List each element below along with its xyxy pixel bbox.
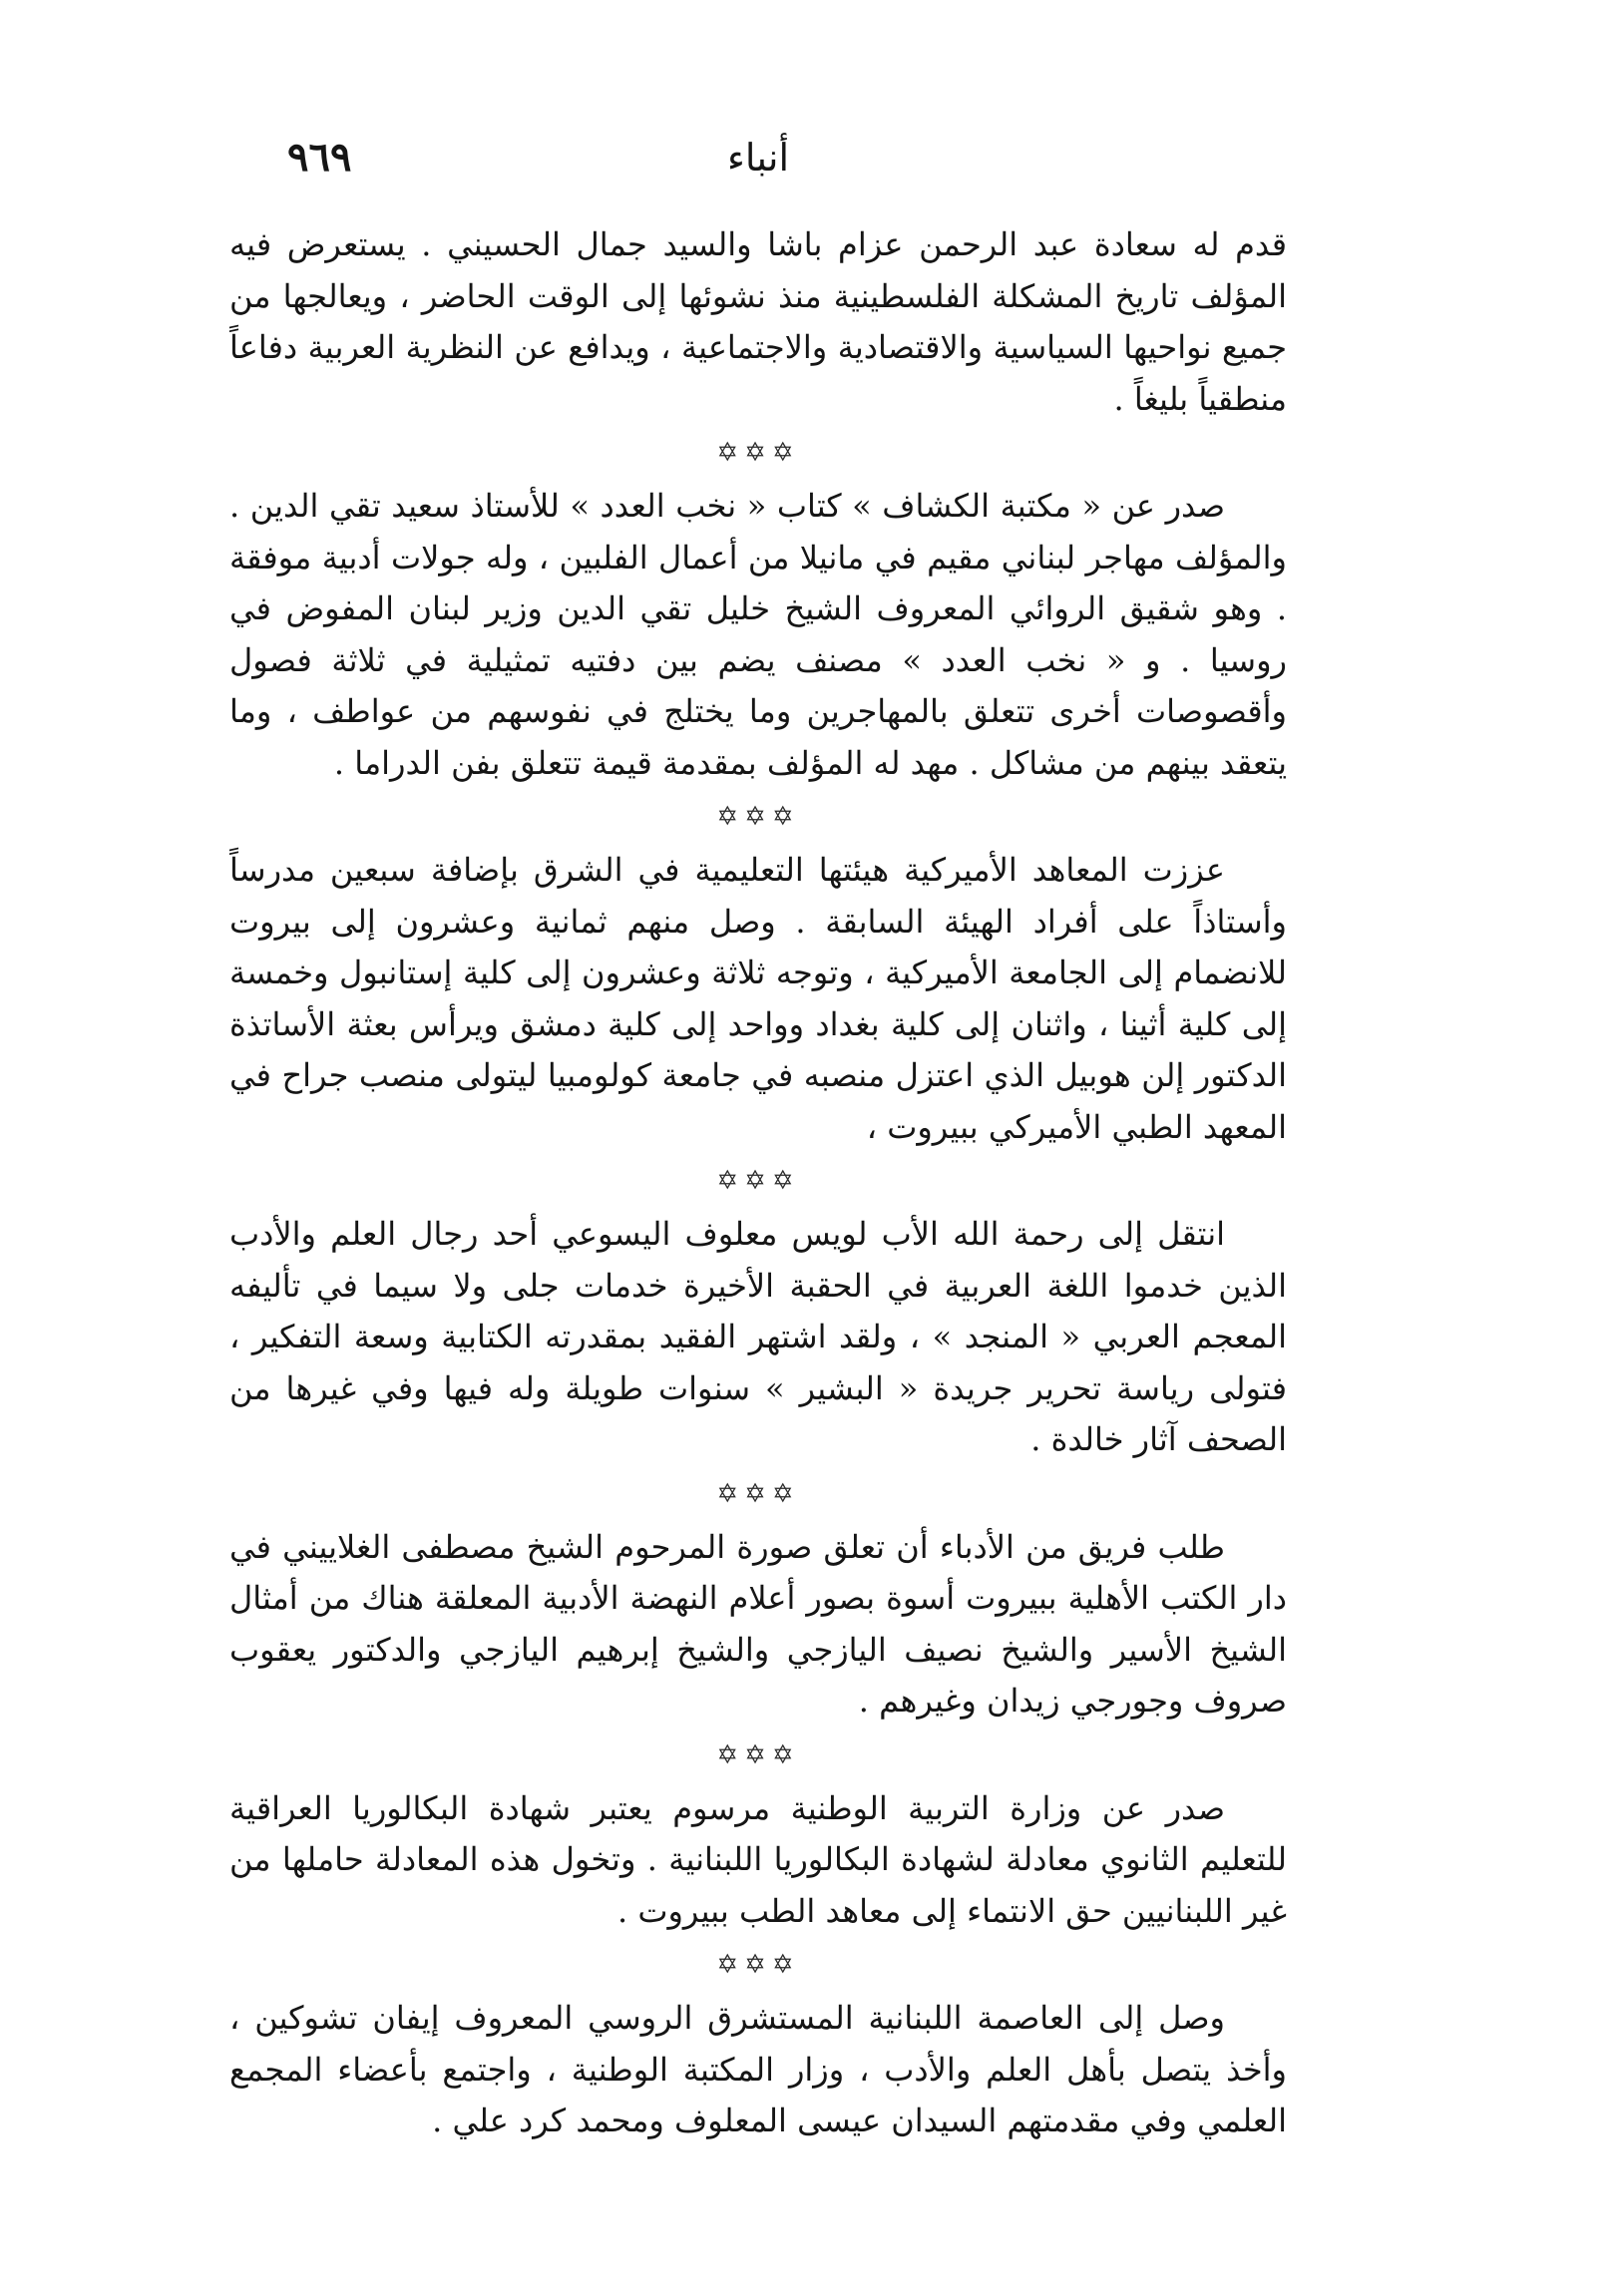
section-separator: ✡✡✡ xyxy=(716,438,800,468)
news-item-3: عززت المعاهد الأميركية هيئتها التعليمية في الشرق بإضافة سبعين مدرساً وأستاذاً على أفراد الهيئة السابقة . وصل منهم ثمانية وعشرون إلى بيروت للانضمام إلى الجامعة الأميركية ، وتوجه ثلاثة وعشرون إلى كلية إستانبول وخمسة إلى كلية أثينا ، واثنان إلى كلية بغداد وواحد إلى كلية دمشق ويرأس بعثة الأساتذة الدكتور إلن هوبيل الذي اعتزل منصبه في جامعة كولومبيا ليتولى منصب جراح في المعهد الطبي الأميركي ببيروت ، xyxy=(229,851,1288,1146)
page-header xyxy=(229,128,1287,188)
news-item-5: طلب فريق من الأدباء أن تعلق صورة المرحوم الشيخ مصطفى الغلاييني في دار الكتب الأهلية ببيروت أسوة بصور أعلام النهضة الأدبية المعلقة هناك من أمثال الشيخ الأسير والشيخ نصيف اليازجي والشيخ إبرهيم اليازجي والدكتور يعقوب صروف وجورجي زيدان وغيرهم . xyxy=(229,1527,1287,1720)
news-item-1: قدم له سعادة عبد الرحمن عزام باشا والسيد جمال الحسيني . يستعرض فيه المؤلف تاريخ المشكلة الفلسطينية منذ نشوئها إلى الوقت الحاضر ، ويعالجها من جميع نواحيها السياسية والاقتصادية والاجتماعية ، ويدافع عن النظرية العربية دفاعاً منطقياً بليغاً . xyxy=(229,225,1287,418)
page-body xyxy=(229,219,1287,2147)
page-number: ٩٦٩ xyxy=(287,134,352,181)
news-item-4: انتقل إلى رحمة الله الأب لويس معلوف اليسوعي أحد رجال العلم والأدب الذين خدموا اللغة العربية في الحقبة الأخيرة خدمات جلى ولا سيما في تأليفه المعجم العربي « المنجد » ، ولقد اشتهر الفقيد بمقدرته الكتابية وسعة التفكير ، فتولى رياسة تحرير جريدة « البشير » سنوات طويلة وله فيها وفي غيرها من الصحف آثار خالدة . xyxy=(229,1215,1287,1458)
section-separator: ✡✡✡ xyxy=(716,1166,800,1196)
news-item-6: صدر عن وزارة التربية الوطنية مرسوم يعتبر شهادة البكالوريا العراقية للتعليم الثانوي معادلة لشهادة البكالوريا اللبنانية . وتخول هذه المعادلة حاملها من غير اللبنانيين حق الانتماء إلى معاهد الطب ببيروت . xyxy=(229,1788,1287,1930)
news-item-2: صدر عن « مكتبة الكشاف » كتاب « نخب العدد » للأستاذ سعيد تقي الدين . والمؤلف مهاجر لبناني مقيم في مانيلا من أعمال الفلبين ، وله جولات أدبية موفقة . وهو شقيق الروائي المعروف الشيخ خليل تقي الدين وزير لبنان المفوض في روسيا . و « نخب العدد » مصنف يضم بين دفتيه تمثيلية في ثلاثة فصول وأقصوصات أخرى تتعلق بالمهاجرين وما يختلج في نفوسهم من عواطف ، وما يتعقد بينهم من مشاكل . مهد له المؤلف بمقدمة قيمة تتعلق بفن الدراما . xyxy=(229,487,1287,782)
section-separator: ✡✡✡ xyxy=(716,802,800,832)
section-separator: ✡✡✡ xyxy=(716,1739,800,1770)
news-item-7: وصل إلى العاصمة اللبنانية المستشرق الروسي المعروف إيفان تشوكين ، وأخذ يتصل بأهل العلم والأدب ، وزار المكتبة الوطنية ، واجتمع بأعضاء المجمع العلمي وفي مقدمتهم السيدان عيسى المعلوف ومحمد كرد علي . xyxy=(229,1999,1287,2139)
section-separator: ✡✡✡ xyxy=(716,1950,800,1980)
running-head: أنباء xyxy=(726,136,790,180)
section-separator: ✡✡✡ xyxy=(716,1478,800,1509)
